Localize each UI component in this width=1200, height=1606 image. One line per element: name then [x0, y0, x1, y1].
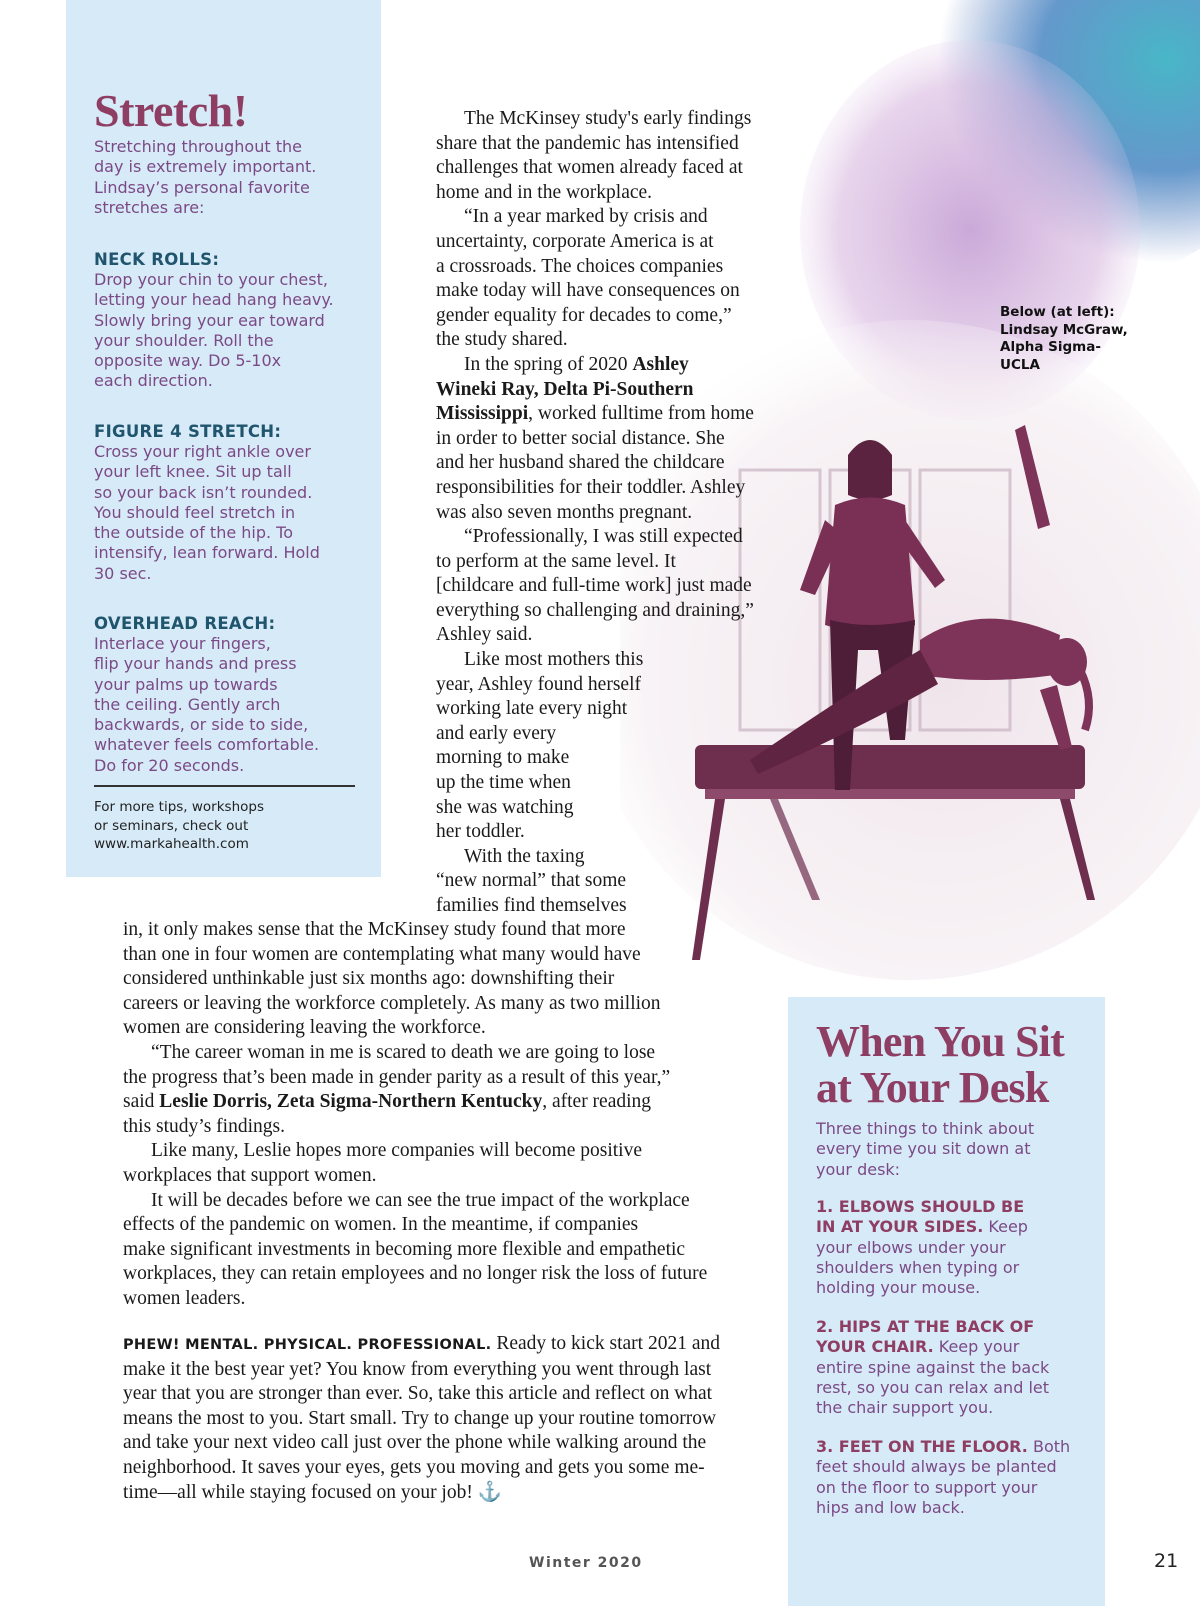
paragraph-line: “The career woman in me is scared to death we are going to lose [151, 1041, 656, 1063]
intro-line: day is extremely important. [94, 157, 317, 177]
tip-text: feet should always be planted [816, 1457, 1057, 1477]
title-line: at Your Desk [816, 1063, 1049, 1112]
desk-box-intro [816, 1119, 1091, 1180]
text-run: Ready to kick start 2021 and [491, 1333, 720, 1354]
paragraph-line: challenges that women already faced at [436, 157, 743, 179]
text-line: so your back isn’t rounded. [94, 482, 313, 502]
paragraph-line: in order to better social distance. She [436, 427, 725, 449]
paragraph-line: workplaces, they can retain employees and no longer risk the loss of future [123, 1263, 708, 1285]
desk-tip-hips [816, 1317, 1091, 1418]
text-line: your palms up towards [94, 674, 278, 694]
tip-text: entire spine against the back [816, 1357, 1050, 1377]
tip-text: on the floor to support your [816, 1477, 1038, 1497]
paragraph-line: and early every [436, 722, 557, 744]
person-name: Ashley [632, 353, 689, 375]
paragraph-line: working late every night [436, 698, 628, 720]
paragraph-line: she was watching [436, 796, 574, 818]
text-run: In the spring of 2020 [464, 353, 633, 375]
paragraph-line [123, 1332, 720, 1358]
sidebar-intro [94, 137, 364, 218]
text-line: You should feel stretch in [94, 502, 296, 522]
text-line: backwards, or side to side, [94, 715, 309, 735]
paragraph-line: than one in four women are contemplating what many would have [123, 943, 641, 965]
sidebar-footer [94, 798, 364, 854]
tip-text: your elbows under your [816, 1237, 1006, 1257]
paragraph-line: “Professionally, I was still expected [464, 526, 743, 548]
paragraph-line: year that you are stronger than ever. So, take this article and reflect on what [123, 1383, 713, 1405]
text-line: 30 sec. [94, 563, 152, 583]
intro-line: Lindsay’s personal favorite [94, 177, 310, 197]
paragraph-line: The McKinsey study's early findings [464, 108, 752, 129]
paragraph-line: “In a year marked by crisis and [464, 206, 708, 228]
paragraph-line: effects of the pandemic on women. In the meantime, if companies [123, 1214, 639, 1236]
paragraph-line [123, 1090, 707, 1115]
paragraph-line: Like many, Leslie hopes more companies will become positive [151, 1140, 642, 1162]
sidebar-title: Stretch! [94, 85, 248, 136]
neck-rolls-heading: NECK ROLLS: [94, 250, 220, 269]
tip-label: IN AT YOUR SIDES. [816, 1217, 984, 1237]
tip-text: shoulders when typing or [816, 1257, 1020, 1277]
tip-text: Both [1027, 1437, 1071, 1456]
closing-label: PHEW! MENTAL. PHYSICAL. PROFESSIONAL. [123, 1337, 492, 1353]
page-number: 21 [1154, 1550, 1179, 1572]
paragraph-line: uncertainty, corporate America is at [436, 230, 714, 252]
desk-box-title [816, 1019, 1096, 1111]
text-line: opposite way. Do 5-10x [94, 351, 282, 371]
footer-link-text: www.markahealth.com [94, 836, 249, 852]
intro-line: every time you sit down at [816, 1139, 1031, 1159]
paragraph-line: home and in the workplace. [436, 181, 653, 203]
text-line: Interlace your fingers, [94, 634, 271, 653]
intro-line: stretches are: [94, 197, 205, 217]
tip-label: 1. ELBOWS SHOULD BE [816, 1197, 1025, 1216]
paragraph-line: make today will have consequences on [436, 280, 740, 302]
caption-line: Below (at left): [1000, 304, 1115, 320]
person-name: Mississippi [436, 403, 529, 425]
article-wide [123, 918, 707, 1312]
tip-text: rest, so you can relax and let [816, 1377, 1049, 1397]
paragraph-line [436, 353, 754, 378]
paragraph-line: neighborhood. It saves your eyes, gets you moving and gets you some me- [123, 1456, 705, 1478]
tip-text: Keep [983, 1217, 1028, 1237]
person-name: Wineki Ray, Delta Pi-Southern [436, 378, 694, 400]
paragraph-line: women leaders. [123, 1287, 246, 1309]
text-line: Drop your chin to your chest, [94, 270, 328, 289]
paragraph-line: means the most to you. Start small. Try to change up your routine tomorrow [123, 1407, 717, 1429]
text-line: Cross your right ankle over [94, 442, 311, 461]
paragraph-line: responsibilities for their toddler. Ashley [436, 476, 746, 498]
tip-label: 3. FEET ON THE FLOOR. [816, 1437, 1028, 1456]
tip-label: 2. HIPS AT THE BACK OF [816, 1317, 1035, 1336]
paragraph-line: make it the best year yet? You know from everything you went through last [123, 1358, 712, 1380]
desk-tips-box [788, 997, 1105, 1606]
overhead-reach-text [94, 634, 364, 776]
paragraph-line [436, 402, 754, 427]
desk-tip-elbows [816, 1197, 1091, 1298]
paragraph-line: It will be decades before we can see the true impact of the workplace [151, 1189, 690, 1211]
paragraph-line: this study’s findings. [123, 1115, 285, 1137]
text-line: Do for 20 seconds. [94, 755, 245, 775]
paragraph-line: the progress that’s been made in gender parity as a result of this year,” [123, 1066, 671, 1088]
tip-text: the chair support you. [816, 1398, 994, 1418]
figure4-text [94, 442, 364, 584]
paragraph-line: women are considering leaving the workforce. [123, 1017, 486, 1039]
paragraph-line: With the taxing [464, 845, 585, 867]
title-line: When You Sit [816, 1017, 1064, 1066]
text-line: the ceiling. Gently arch [94, 694, 281, 714]
text-line: whatever feels comfortable. [94, 735, 320, 755]
paragraph-line: gender equality for decades to come,” [436, 304, 732, 326]
footer-line: For more tips, workshops [94, 799, 264, 815]
paragraph-line: time—all while staying focused on your job! ⚓ [123, 1481, 503, 1503]
text-line: intensify, lean forward. Hold [94, 543, 320, 563]
paragraph-line [436, 378, 754, 403]
tip-text: Keep your [933, 1337, 1020, 1357]
paragraph-line: make significant investments in becoming more flexible and empathetic [123, 1238, 686, 1260]
tip-text: hips and low back. [816, 1497, 965, 1517]
paragraph-line: Like most mothers this [464, 649, 644, 671]
paragraph-line: workplaces that support women. [123, 1164, 377, 1186]
photo-caption [1000, 304, 1150, 374]
paragraph-line: a crossroads. The choices companies [436, 255, 724, 277]
overhead-reach-heading: OVERHEAD REACH: [94, 614, 276, 633]
paragraph-line: year, Ashley found herself [436, 673, 641, 695]
paragraph-line: the study shared. [436, 329, 568, 351]
caption-line: UCLA [1000, 356, 1040, 373]
figure4-heading: FIGURE 4 STRETCH: [94, 422, 282, 441]
paragraph-line: share that the pandemic has intensified [436, 132, 739, 154]
tip-label: YOUR CHAIR. [816, 1337, 934, 1357]
intro-line: Stretching throughout the [94, 137, 302, 156]
desk-tip-feet [816, 1437, 1091, 1518]
paragraph-line: was also seven months pregnant. [436, 501, 693, 523]
caption-line: Alpha Sigma- [1000, 339, 1101, 355]
caption-line: Lindsay McGraw, [1000, 321, 1128, 338]
paragraph-line: and her husband shared the childcare [436, 452, 725, 474]
stretch-sidebar [66, 0, 381, 877]
text-line: flip your hands and press [94, 654, 297, 674]
text-line: letting your head hang heavy. [94, 290, 334, 310]
text-line: Slowly bring your ear toward [94, 310, 325, 330]
article-column [436, 107, 754, 919]
text-line: your left knee. Sit up tall [94, 462, 292, 482]
issue-label: Winter 2020 [529, 1555, 643, 1571]
paragraph-line: “new normal” that some [436, 870, 627, 892]
paragraph-line: considered unthinkable just six months ago: downshifting their [123, 968, 615, 990]
intro-line: your desk: [816, 1159, 901, 1179]
intro-line: Three things to think about [816, 1119, 1035, 1138]
paragraph-line: families find themselves [436, 895, 627, 916]
sidebar-divider [94, 785, 355, 787]
paragraph-line: careers or leaving the workforce completely. As many as two million [123, 992, 661, 1014]
text-line: your shoulder. Roll the [94, 330, 274, 350]
neck-rolls-text [94, 270, 364, 392]
paragraph-line: everything so challenging and draining,” [436, 599, 754, 621]
footer-line: or seminars, check out [94, 817, 249, 834]
text-run: , worked fulltime from home [528, 403, 754, 425]
paragraph-line: in, it only makes sense that the McKinsey study found that more [123, 919, 626, 940]
paragraph-line: [childcare and full-time work] just made [436, 575, 752, 597]
paragraph-line: up the time when [436, 772, 571, 794]
paragraph-line: and take your next video call just over the phone while walking around the [123, 1432, 707, 1454]
text-run: said [123, 1091, 160, 1113]
paragraph-line: to perform at the same level. It [436, 550, 676, 572]
tip-text: holding your mouse. [816, 1278, 981, 1298]
text-line: each direction. [94, 371, 213, 391]
text-run: , after reading [542, 1091, 652, 1113]
paragraph-line: her toddler. [436, 821, 525, 843]
person-name: Leslie Dorris, Zeta Sigma-Northern Kentucky [159, 1091, 543, 1113]
closing-paragraph [123, 1332, 720, 1505]
paragraph-line: Ashley said. [436, 624, 533, 646]
paragraph-line: morning to make [436, 747, 570, 769]
text-line: the outside of the hip. To [94, 523, 294, 543]
